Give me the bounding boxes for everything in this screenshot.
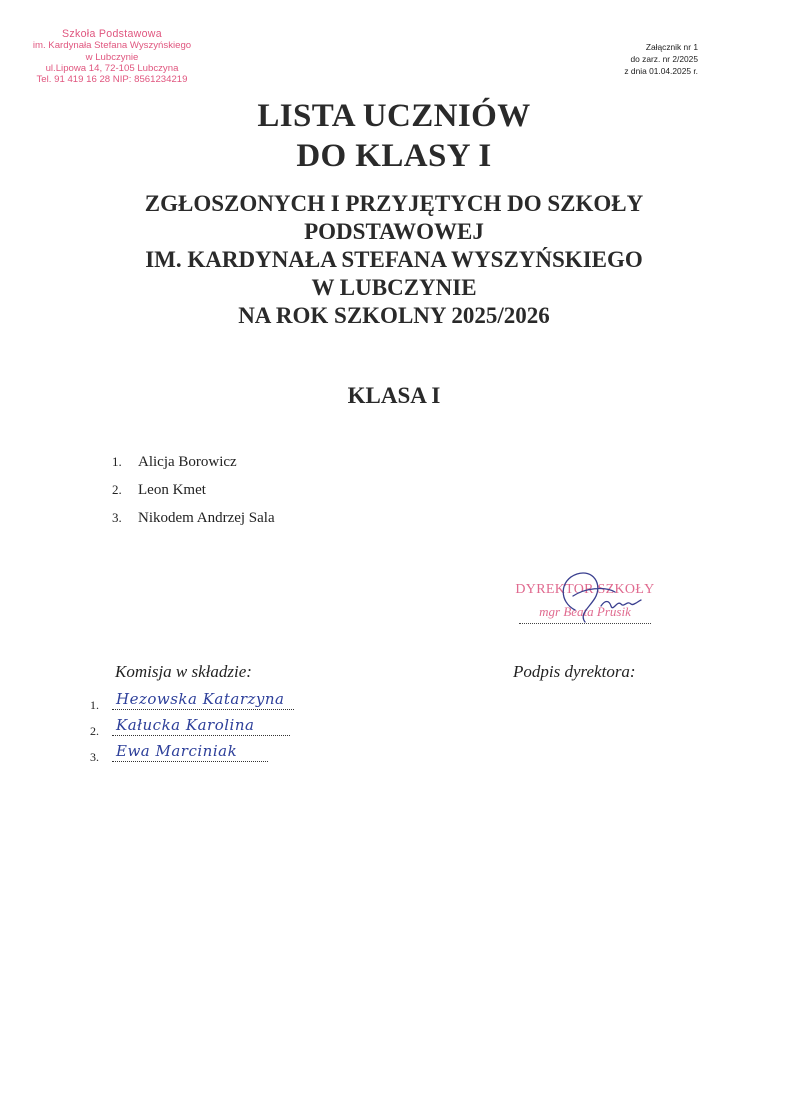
student-item (112, 480, 275, 508)
director-signature (545, 566, 665, 638)
stamp-line-2: im. Kardynała Stefana Wyszyńskiego (32, 40, 192, 52)
stamp-line-5: Tel. 91 419 16 28 NIP: 8561234219 (36, 74, 188, 86)
annex-line-3: z dnia 01.04.2025 r. (624, 65, 698, 76)
main-title-line-1: LISTA UCZNIÓW (257, 98, 531, 134)
annex-line-2: do zarz. nr 2/2025 (630, 53, 698, 64)
subtitle-line-3: IM. KARDYNAŁA STEFANA WYSZYŃSKIEGO (145, 247, 643, 272)
member-signature: Hezowska Katarzyna (116, 690, 285, 708)
stamp-line-4: ul.Lipowa 14, 72-105 Lubczyna (45, 62, 179, 74)
director-stamp-name: mgr Beata Prusik (539, 604, 631, 619)
student-number: 3. (112, 510, 122, 525)
student-number: 2. (112, 482, 122, 497)
annex-line-1: Załącznik nr 1 (645, 42, 698, 52)
member-signature: Kałucka Karolina (116, 716, 255, 734)
signature-line (112, 734, 290, 736)
student-name: Alicja Borowicz (138, 454, 237, 470)
subtitle-line-2: PODSTAWOWEJ (304, 219, 484, 244)
student-name: Leon Kmet (138, 482, 206, 498)
subtitle (0, 190, 788, 330)
student-list (112, 452, 275, 536)
student-item (112, 508, 275, 536)
subtitle-line-1: ZGŁOSZONYCH I PRZYJĘTYCH DO SZKOŁY (144, 191, 644, 216)
student-name: Nikodem Andrzej Sala (138, 510, 275, 526)
committee-label: Komisja w składzie: (115, 662, 252, 681)
member-number: 2. (90, 724, 99, 738)
signature-line (112, 760, 268, 762)
signature-line (112, 708, 294, 710)
director-signature-label: Podpis dyrektora: (513, 662, 636, 681)
student-number: 1. (112, 454, 122, 469)
subtitle-line-4: W LUBCZYNIE (311, 275, 477, 300)
member-signature: Ewa Marciniak (116, 742, 238, 760)
annex-note (498, 42, 698, 77)
director-stamp-title: DYREKTOR SZKOŁY (515, 582, 655, 597)
member-number: 1. (90, 698, 99, 712)
main-title (0, 96, 788, 176)
subtitle-line-5: NA ROK SZKOLNY 2025/2026 (238, 303, 550, 328)
student-item (112, 452, 275, 480)
main-title-line-2: DO KLASY I (296, 138, 492, 174)
stamp-line-3: w Lubczynie (85, 51, 139, 63)
stamp-line-1: Szkoła Podstawowa (62, 28, 162, 40)
class-heading: KLASA I (347, 383, 441, 408)
school-stamp (18, 29, 206, 85)
member-number: 3. (90, 750, 99, 764)
